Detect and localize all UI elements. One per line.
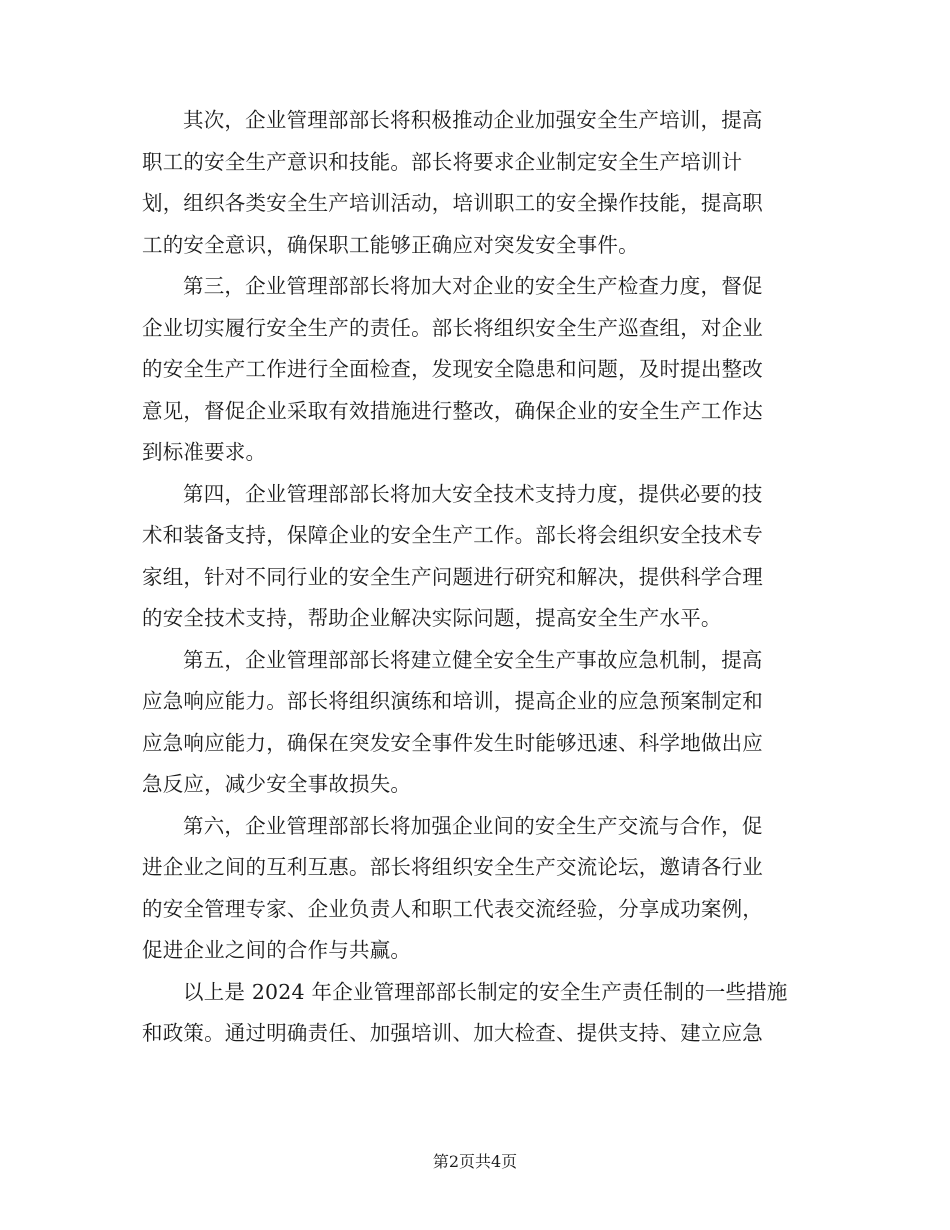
text-line: 和政策。通过明确责任、加强培训、加大检查、提供支持、建立应急 <box>142 1021 763 1045</box>
paragraph-fifth-measure <box>142 640 810 806</box>
paragraph-sixth-measure <box>142 806 810 972</box>
text-line: 家组，针对不同行业的安全生产问题进行研究和解决，提供科学合理 <box>142 564 763 589</box>
paragraph-third-measure <box>142 266 810 474</box>
text-line: 工的安全意识，确保职工能够正确应对突发安全事件。 <box>142 232 639 257</box>
text-line: 到标准要求。 <box>142 440 267 464</box>
text-line: 急反应，减少安全事故损失。 <box>142 772 412 796</box>
paragraph-summary <box>142 972 810 1055</box>
page-number-footer: 第2页共4页 <box>432 1152 518 1171</box>
text-line: 第四，企业管理部部长将加大安全技术支持力度，提供必要的技 <box>183 481 763 506</box>
text-line: 促进企业之间的合作与共赢。 <box>142 938 412 962</box>
text-line: 的安全生产工作进行全面检查，发现安全隐患和问题，及时提出整改 <box>142 357 763 381</box>
text-line: 的安全管理专家、企业负责人和职工代表交流经验，分享成功案例， <box>142 896 763 921</box>
text-line: 第六，企业管理部部长将加强企业间的安全生产交流与合作，促 <box>183 813 763 838</box>
text-line: 进企业之间的互利互惠。部长将组织安全生产交流论坛，邀请各行业 <box>142 855 763 879</box>
text-line: 意见，督促企业采取有效措施进行整改，确保企业的安全生产工作达 <box>142 398 763 423</box>
text-line: 企业切实履行安全生产的责任。部长将组织安全生产巡查组，对企业 <box>142 315 763 340</box>
text-line: 应急响应能力。部长将组织演练和培训，提高企业的应急预案制定和 <box>142 689 763 713</box>
text-line: 的安全技术支持，帮助企业解决实际问题，提高安全生产水平。 <box>142 606 722 630</box>
paragraph-second-measure <box>142 100 810 266</box>
text-line: 以上是 2024 年企业管理部部长制定的安全生产责任制的一些措施 <box>183 979 788 1004</box>
text-line: 第五，企业管理部部长将建立健全安全生产事故应急机制，提高 <box>183 647 763 672</box>
text-line: 其次，企业管理部部长将积极推动企业加强安全生产培训，提高 <box>183 108 763 132</box>
paragraph-fourth-measure <box>142 474 810 640</box>
text-line: 术和装备支持，保障企业的安全生产工作。部长将会组织安全技术专 <box>142 523 763 547</box>
text-line: 应急响应能力，确保在突发安全事件发生时能够迅速、科学地做出应 <box>142 730 763 755</box>
text-line: 职工的安全生产意识和技能。部长将要求企业制定安全生产培训计 <box>142 149 743 174</box>
document-body <box>142 100 810 1055</box>
text-line: 划，组织各类安全生产培训活动，培训职工的安全操作技能，提高职 <box>142 191 763 215</box>
text-line: 第三，企业管理部部长将加大对企业的安全生产检查力度，督促 <box>183 274 763 298</box>
